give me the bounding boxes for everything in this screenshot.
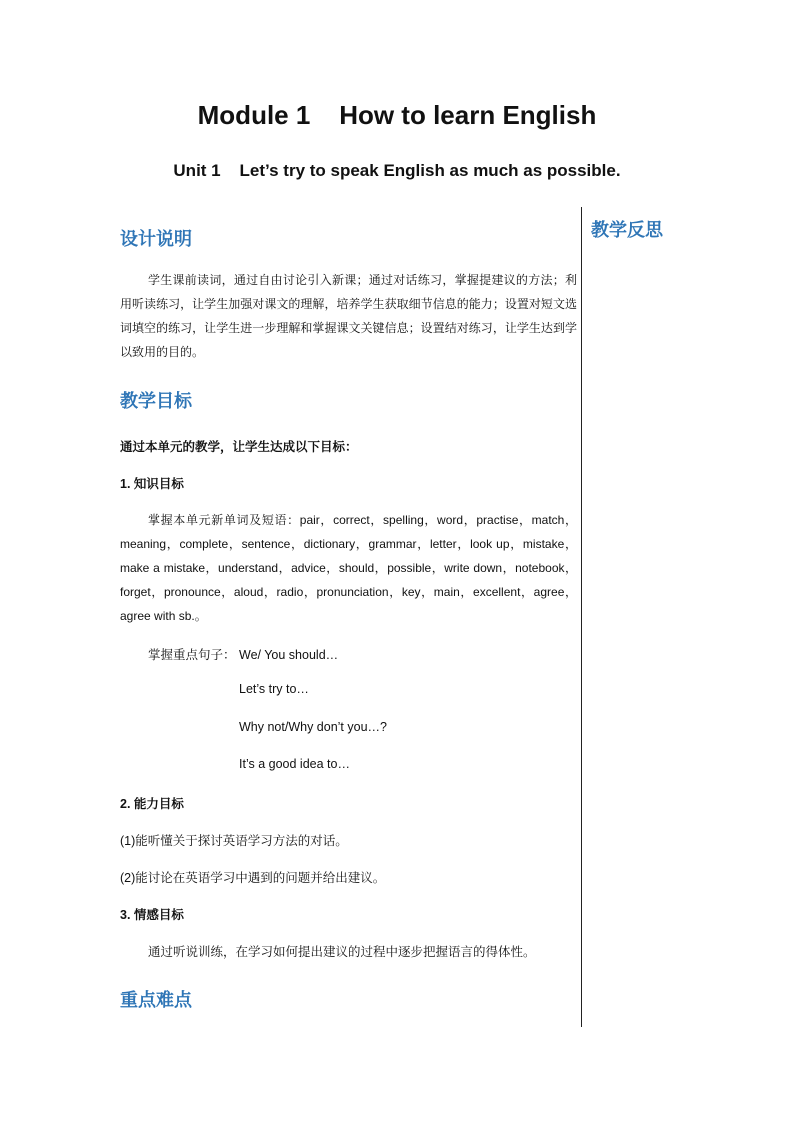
sentence-pattern: Let’s try to…: [239, 682, 309, 696]
vocab-text: 掌握本单元新单词及短语：pair，correct，spelling，word，practise，match，meaning，complete，sentence，dictionary，grammar，letter，look up，mistake，make a mistake，understand，advice，should，possible，write down，notebook，forget，pronounce，aloud，radio，pronunciation，key，main，excellent，agree，agree with sb.。: [120, 513, 577, 623]
module-title: Module 1 How to learn English: [197, 100, 597, 130]
emotion-heading: 3. 情感目标: [120, 908, 184, 922]
column-divider: [581, 207, 582, 1027]
ability-item: (1)能听懂关于探讨英语学习方法的对话。: [120, 834, 348, 848]
design-text: 学生课前读词，通过自由讨论引入新课；通过对话练习，掌握提建议的方法；利用听读练习，让学生加强对课文的理解，培养学生获取细节信息的能力；设置对短文选词填空的练习，让学生进一步理解和掌握课文关键信息；设置结对练习，让学生达到学以致用的目的。: [120, 273, 577, 359]
ability-heading: 2. 能力目标: [120, 797, 184, 811]
objectives-heading: 教学目标: [120, 391, 192, 411]
sentence-pattern: Why not/Why don’t you…?: [239, 720, 387, 734]
sentence-pattern: We/ You should…: [239, 648, 339, 662]
reflection-heading: 教学反思: [591, 220, 663, 240]
knowledge-heading: 1. 知识目标: [120, 477, 184, 491]
unit-subtitle: Unit 1 Let’s try to speak English as much as possible.: [173, 161, 621, 180]
ability-item: (2)能讨论在英语学习中遇到的问题并给出建议。: [120, 871, 386, 885]
sentences-label: [148, 645, 338, 663]
objectives-intro: 通过本单元的教学，让学生达成以下目标：: [120, 440, 358, 454]
sentences-label-text: 掌握重点句子：: [148, 648, 236, 662]
design-heading: 设计说明: [120, 229, 192, 249]
sentence-pattern: It’s a good idea to…: [239, 757, 350, 771]
emotion-text: 通过听说训练，在学习如何提出建议的过程中逐步把握语言的得体性。: [148, 945, 536, 959]
keypoints-heading: 重点难点: [120, 990, 192, 1010]
